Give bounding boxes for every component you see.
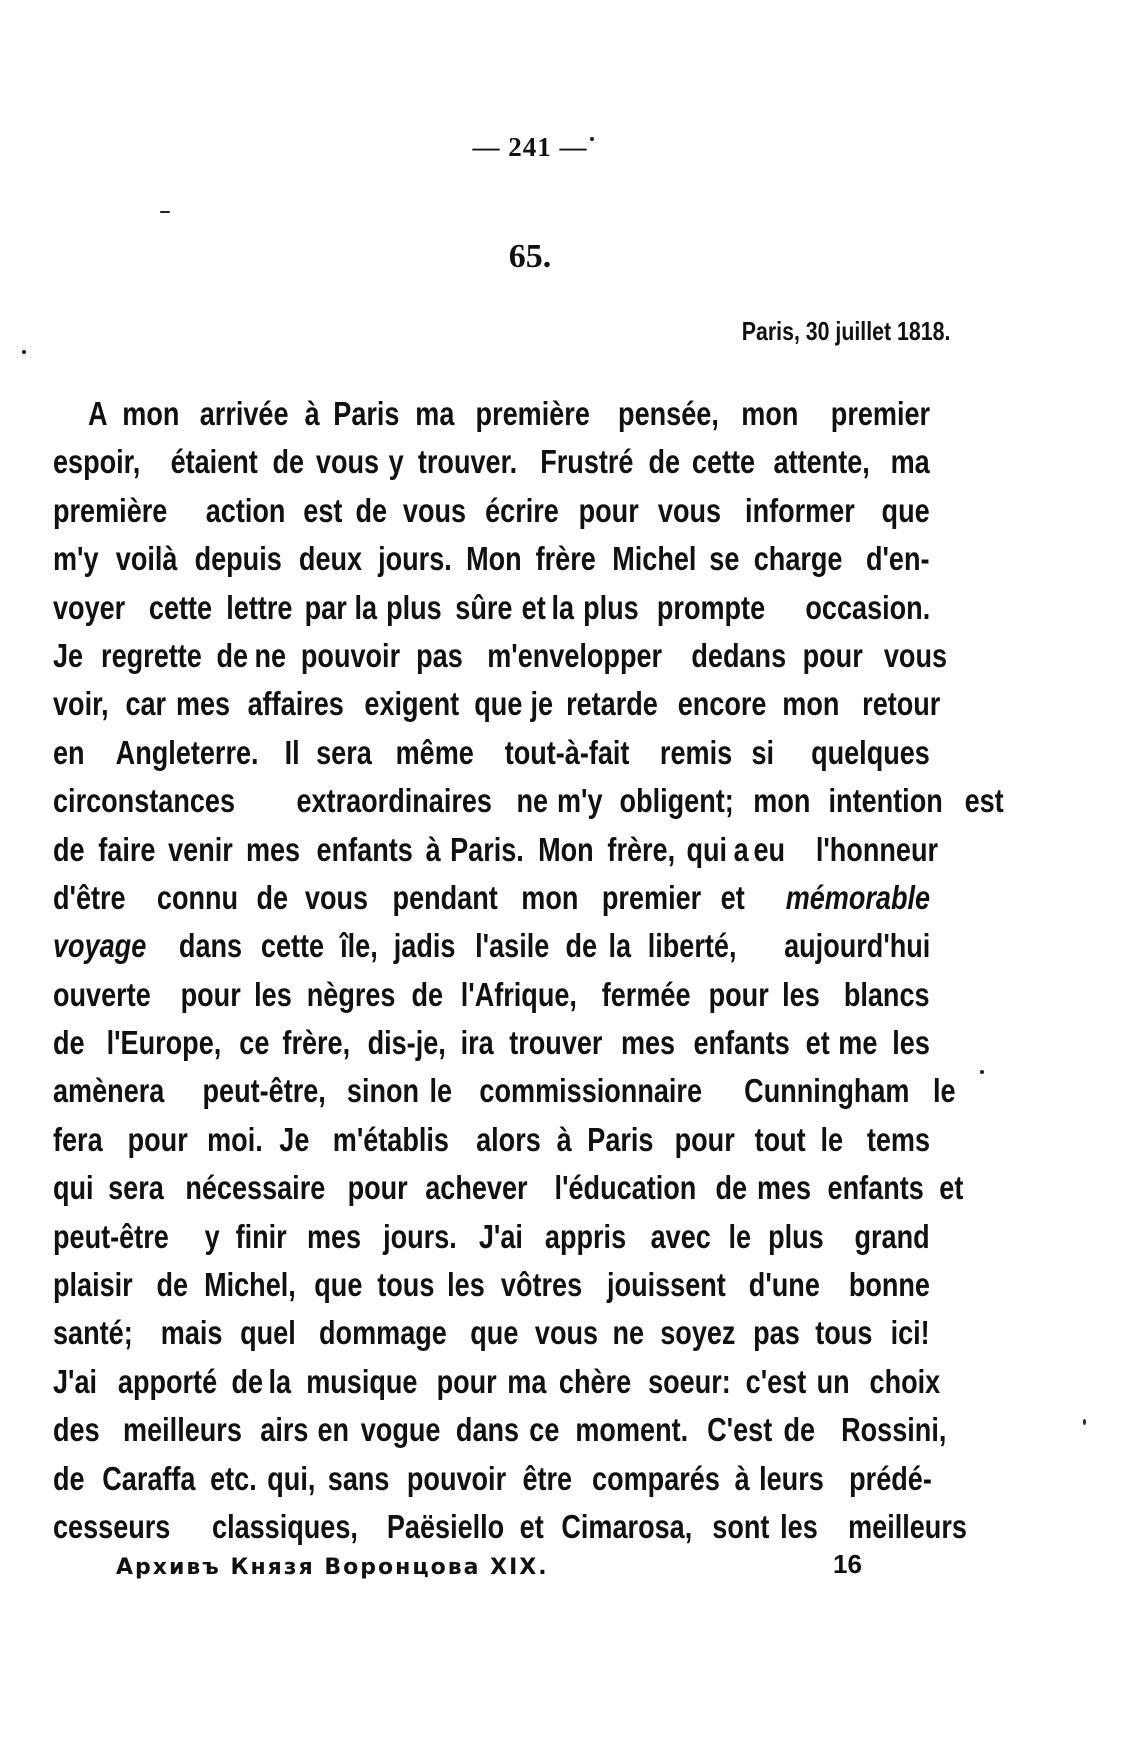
- text-line: première action est de vous écrire pour vous informer que: [53, 491, 930, 529]
- page-number: — 241 —: [472, 132, 588, 162]
- text-line: ouverte pour les nègres de l'Afrique, fermée pour les blancs: [53, 975, 930, 1013]
- text-line: Je regrette de ne pouvoir pas m'envelopper dedans pour vous: [53, 636, 947, 674]
- text-line: en Angleterre. Il sera même tout-à-fait remis si quelques: [53, 733, 930, 771]
- text-line: santé; mais quel dommage que vous ne soyez pas tous ici!: [53, 1314, 930, 1352]
- text-line: d'être connu de vous pendant mon premier et mémorable: [53, 878, 930, 916]
- signature-mark: Архивъ Князя Воронцова XIX.: [116, 1555, 549, 1580]
- scan-speck: [590, 137, 594, 141]
- text-line: des meilleurs airs en vogue dans ce moment. C'est de Rossini,: [53, 1411, 947, 1449]
- text-line: espoir, étaient de vous y trouver. Frustré de cette attente, ma: [53, 443, 930, 481]
- text-line: fera pour moi. Je m'établis alors à Paris pour tout le tems: [53, 1120, 930, 1158]
- text-line: voyage dans cette île, jadis l'asile de la liberté, aujourd'hui: [53, 927, 930, 965]
- letter-body: [53, 390, 1004, 1551]
- sheet-number: 16: [833, 1549, 862, 1579]
- letter-number: 65.: [508, 238, 552, 275]
- scan-speck: [22, 350, 26, 354]
- text-line: circonstances extraordinaires ne m'y obligent; mon intention est: [53, 782, 1004, 820]
- text-line: m'y voilà depuis deux jours. Mon frère Michel se charge d'en-: [53, 540, 930, 578]
- text-line: amènera peut-être, sinon le commissionnaire Cunningham le: [53, 1072, 956, 1110]
- scan-speck: [1083, 1419, 1086, 1425]
- letter-dateline: Paris, 30 juillet 1818.: [741, 316, 950, 346]
- text-line: de l'Europe, ce frère, dis-je, ira trouver mes enfants et me les: [53, 1024, 930, 1062]
- text-line: voyer cette lettre par la plus sûre et la plus prompte occasion.: [53, 588, 930, 626]
- text-line: peut-être y finir mes jours. J'ai appris avec le plus grand: [53, 1217, 930, 1255]
- text-line: A mon arrivée à Paris ma première pensée, mon premier: [88, 395, 930, 432]
- text-line: de faire venir mes enfants à Paris. Mon frère, qui a eu l'honneur: [53, 830, 938, 868]
- text-line: qui sera nécessaire pour achever l'éducation de mes enfants et: [53, 1169, 964, 1207]
- scan-speck: [980, 1070, 984, 1074]
- text-line: J'ai apporté de la musique pour ma chère soeur: c'est un choix: [53, 1362, 940, 1400]
- text-line: cesseurs classiques, Paësiello et Cimarosa, sont les meilleurs: [53, 1507, 967, 1545]
- scan-speck: [160, 211, 170, 213]
- text-line: plaisir de Michel, que tous les vôtres jouissent d'une bonne: [53, 1266, 930, 1304]
- text-line: voir, car mes affaires exigent que je retarde encore mon retour: [53, 685, 941, 723]
- text-line: de Caraffa etc. qui, sans pouvoir être comparés à leurs prédé-: [53, 1459, 932, 1497]
